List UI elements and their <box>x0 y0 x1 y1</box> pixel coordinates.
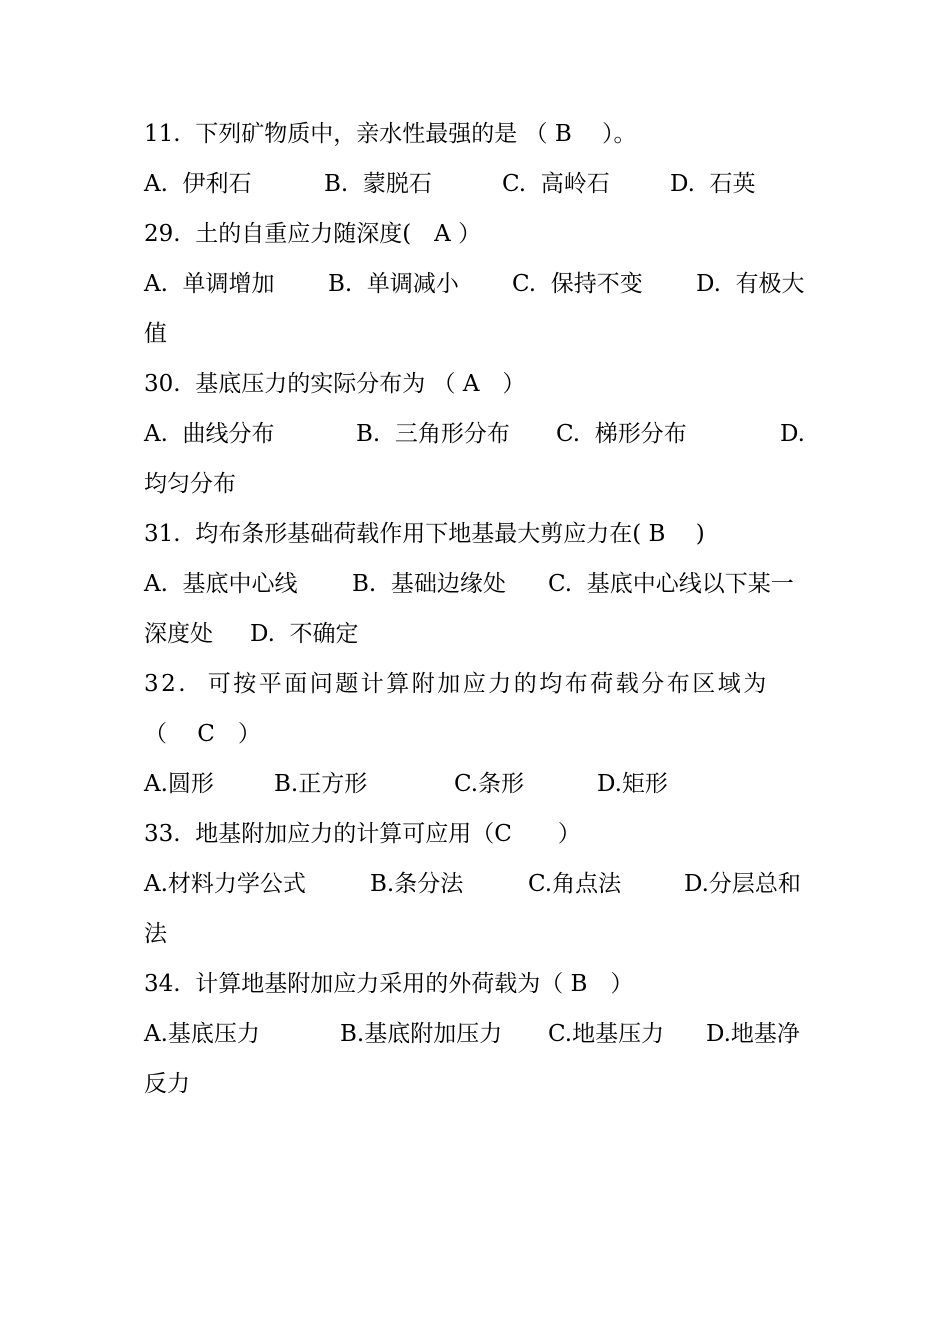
question-34-stem-text: 34. 计算地基附加应力采用的外荷载为（ B ） <box>144 971 634 997</box>
question-30-stem <box>144 359 824 409</box>
question-30-options-wrap <box>144 459 824 509</box>
option-d: D. 有极大 <box>696 271 805 297</box>
option-a: A.材料力学公式 <box>144 871 306 897</box>
option-c: C.角点法 <box>528 871 622 897</box>
question-34-options <box>144 1009 824 1059</box>
question-32-answer-bracket: （ C ） <box>144 721 261 747</box>
option-c: C.地基压力 <box>548 1021 665 1047</box>
question-31-stem <box>144 509 824 559</box>
option-a: A. 单调增加 <box>144 271 275 297</box>
question-29-options-wrap <box>144 309 824 359</box>
option-d: D. 不确定 <box>250 621 359 647</box>
question-33-options-wrap <box>144 909 824 959</box>
question-11-stem <box>144 109 824 159</box>
option-d-continued: 反力 <box>144 1071 190 1097</box>
option-b: B. 三角形分布 <box>356 421 510 447</box>
question-34-options-wrap <box>144 1059 824 1109</box>
option-a: A.圆形 <box>144 771 214 797</box>
option-b: B.基底附加压力 <box>340 1021 503 1047</box>
question-29-options <box>144 259 824 309</box>
option-c: C.条形 <box>454 771 525 797</box>
question-32-stem-text: 32. 可按平面问题计算附加应力的均布荷载分布区域为 <box>144 671 769 697</box>
question-33-options <box>144 859 824 909</box>
question-32-stem-wrap <box>144 709 824 759</box>
question-32-options <box>144 759 824 809</box>
option-d: D.矩形 <box>597 771 668 797</box>
question-33-stem <box>144 809 824 859</box>
option-c: C. 高岭石 <box>502 171 610 197</box>
question-30-stem-text: 30. 基底压力的实际分布为 （ A ） <box>144 371 526 397</box>
option-b: B.正方形 <box>274 771 368 797</box>
question-30-options <box>144 409 824 459</box>
question-34-stem <box>144 959 824 1009</box>
question-29-stem <box>144 209 824 259</box>
option-a: A. 曲线分布 <box>144 421 275 447</box>
option-d-continued: 法 <box>144 921 167 947</box>
option-c-continued: 深度处 <box>144 621 213 647</box>
option-a: A. 伊利石 <box>144 171 252 197</box>
option-b: B.条分法 <box>370 871 464 897</box>
option-c: C. 基底中心线以下某一 <box>548 571 794 597</box>
question-31-stem-text: 31. 均布条形基础荷载作用下地基最大剪应力在( B ) <box>144 521 705 547</box>
question-11-stem-text: 11. 下列矿物质中，亲水性最强的是 （ B ）。 <box>144 121 637 147</box>
question-32-stem <box>144 659 824 709</box>
option-a: A. 基底中心线 <box>144 571 298 597</box>
option-c: C. 保持不变 <box>512 271 643 297</box>
question-11-options <box>144 159 824 209</box>
option-d: D.分层总和 <box>684 871 801 897</box>
option-d: D.地基净 <box>706 1021 800 1047</box>
option-d: D. 石英 <box>670 171 756 197</box>
option-d-continued: 值 <box>144 321 167 347</box>
option-b: B. 基础边缘处 <box>352 571 506 597</box>
question-31-options <box>144 559 824 609</box>
option-d: D. <box>780 421 805 447</box>
question-29-stem-text: 29. 土的自重应力随深度( A ） <box>144 221 482 247</box>
option-c: C. 梯形分布 <box>556 421 687 447</box>
option-b: B. 蒙脱石 <box>324 171 432 197</box>
question-33-stem-text: 33. 地基附加应力的计算可应用（C ） <box>144 821 581 847</box>
option-a: A.基底压力 <box>144 1021 260 1047</box>
question-31-options-wrap <box>144 609 824 659</box>
option-d-continued: 均匀分布 <box>144 471 236 497</box>
option-b: B. 单调减小 <box>328 271 459 297</box>
